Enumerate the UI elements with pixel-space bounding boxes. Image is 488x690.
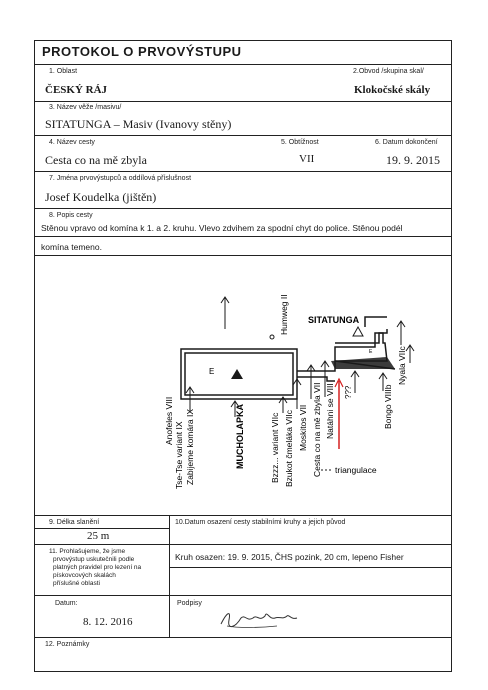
grade-value: VII — [299, 153, 315, 165]
declaration-line-3: platných pravidel pro lezení na — [53, 564, 142, 571]
route-label-humweg: Humweg II — [279, 294, 289, 335]
sitatunga-top-edge — [365, 317, 387, 327]
tower-label-mucholapka: MUCHOLAPKA — [235, 404, 245, 469]
signatures-label: Podpisy — [177, 600, 202, 607]
declaration-divider — [169, 545, 170, 595]
declaration-row — [35, 545, 451, 596]
route-name-value: Cesta co na mě zbyla — [45, 153, 147, 167]
completion-date-value: 19. 9. 2015 — [386, 153, 440, 167]
route-row — [35, 136, 451, 172]
description-divider-2 — [35, 255, 451, 256]
route-label-zabijeme: Zabijeme komára IX — [185, 408, 195, 485]
area-row — [35, 65, 451, 102]
rappel-value: 25 m — [87, 530, 110, 542]
tower-row — [35, 102, 451, 136]
tower-value: SITATUNGA – Masiv (Ivanovy stěny) — [45, 117, 232, 131]
legend-triangulation: triangulace — [335, 465, 377, 475]
route-label-nyala: Nyala VIIc — [397, 346, 407, 385]
route-label-tsetse: Tse-Tse variant IX — [174, 421, 184, 489]
climbers-value: Josef Koudelka (jištěn) — [45, 190, 157, 204]
notes-label: 12. Poznámky — [45, 641, 90, 648]
sitatunga-shadow — [331, 357, 395, 369]
route-sketch — [35, 269, 451, 509]
route-label-natahni: Natáhni se VIII — [325, 383, 335, 439]
declaration-text — [49, 548, 141, 588]
signature-stroke — [221, 614, 297, 627]
ring-marker — [270, 335, 274, 339]
tower-label-sitatunga: SITATUNGA — [308, 315, 360, 325]
declaration-line-4: pískovcových skalách — [53, 572, 116, 579]
description-divider — [35, 236, 451, 237]
route-label-bzzz: Bzzz... variant VIIc — [270, 412, 280, 483]
title-row — [35, 41, 451, 65]
grade-label: 5. Obtížnost — [281, 139, 319, 146]
form-title: PROTOKOL O PRVOVÝSTUPU — [42, 44, 242, 59]
description-row — [35, 209, 451, 516]
bolts-value: Kruh osazen: 19. 9. 2015, ČHS pozink, 20 cm, lepeno Fisher — [175, 552, 404, 562]
description-line-2: komína temeno. — [41, 242, 102, 252]
completion-date-label: 6. Datum dokončení — [375, 139, 438, 146]
summit-triangle-left — [231, 369, 243, 379]
box-letter-e: E — [209, 367, 215, 376]
signature-underline — [227, 626, 277, 628]
route-arrows-mid — [279, 345, 414, 413]
notes-row — [35, 638, 451, 673]
declaration-line-5: příslušné oblasti — [53, 580, 100, 587]
district-value: Klokočské skály — [354, 84, 431, 96]
declaration-line-1: 11. Prohlašujeme, že jsme — [49, 548, 126, 555]
route-label-bzukot: Bzukot čmeláka VIIc — [284, 409, 294, 487]
box-letter-e2: E — [369, 349, 373, 355]
route-label-bongo: Bongo VIIIb — [383, 384, 393, 429]
route-label-anofeles: Anofeles VIII — [164, 396, 174, 445]
description-label: 8. Popis cesty — [49, 212, 93, 219]
route-name-label: 4. Název cesty — [49, 139, 95, 146]
tower-label: 3. Název věže /masivu/ — [49, 104, 122, 111]
signature-row — [35, 596, 451, 638]
climbers-row — [35, 172, 451, 209]
protocol-form — [34, 40, 452, 672]
rappel-label: 9. Délka slanění — [49, 519, 100, 526]
route-label-moskitos: Moskitos VII — [298, 404, 308, 451]
signature — [217, 606, 307, 634]
date-label: Datum: — [55, 600, 78, 607]
rappel-inner-line — [35, 528, 169, 529]
signature-divider — [169, 596, 170, 637]
area-value: ČESKÝ RÁJ — [45, 84, 108, 96]
route-label-cesta: Cesta co na mě zbyla VII — [312, 382, 322, 477]
bolts-underline — [169, 567, 451, 568]
summit-triangle-right — [353, 327, 363, 336]
rappel-row — [35, 516, 451, 545]
rappel-divider — [169, 516, 170, 544]
route-label-unknown: ??? — [344, 385, 353, 399]
district-label: 2.Obvod /skupina skal/ — [353, 68, 424, 75]
area-label: 1. Oblast — [49, 68, 78, 75]
description-line-1: Stěnou vpravo od komína k 1. a 2. kruhu. Vlevo zdvihem za spodní chyt do police. Stěnou podél — [41, 223, 403, 233]
sketch-path-bottom — [297, 377, 335, 381]
climbers-label: 7. Jména prvovýstupců a oddílová příslušnost — [49, 175, 192, 182]
bolts-label: 10.Datum osazení cesty stabilními kruhy a jejich původ — [175, 519, 346, 526]
date-value: 8. 12. 2016 — [83, 616, 133, 628]
declaration-line-2: prvovýstup uskutečnili podle — [53, 556, 135, 563]
